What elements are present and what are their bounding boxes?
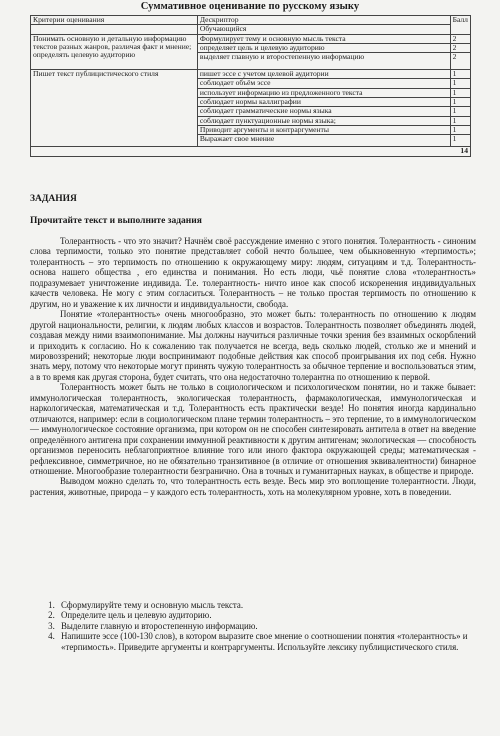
header-score: Балл (450, 16, 470, 35)
descriptor-cell: Выражает свое мнение (197, 135, 450, 147)
score-cell: 1 (450, 125, 470, 134)
score-cell: 2 (450, 43, 470, 52)
score-cell: 1 (450, 88, 470, 97)
score-cell: 1 (450, 70, 470, 79)
table-learner-row (31, 25, 471, 34)
score-cell: 1 (450, 107, 470, 116)
table-row (31, 34, 471, 43)
descriptor-cell: использует информацию из предложенного текста (197, 88, 450, 97)
page-title: Суммативное оценивание по русскому языку (140, 1, 360, 12)
score-cell: 2 (450, 53, 470, 70)
paragraph: Выводом можно сделать то, что толерантность есть везде. Весь мир это воплощение толерантности. Люди, растения, животные, природа – у каждого есть толерантность, хоть на молекулярном уровне, хоть в поведении. (30, 476, 476, 497)
descriptor-cell: соблюдает объём эссе (197, 79, 450, 88)
descriptor-cell: определяет цель и целевую аудиторию (197, 43, 450, 52)
criterion-cell: Пишет текст публицистического стиля (31, 70, 198, 147)
header-descriptor: Дескриптор (197, 16, 450, 25)
descriptor-cell: соблюдает нормы каллиграфии (197, 98, 450, 107)
total-score: 14 (31, 147, 471, 156)
score-cell: 1 (450, 98, 470, 107)
score-cell: 1 (450, 135, 470, 147)
descriptor-cell: пишет эссе с учетом целевой аудитории (197, 70, 450, 79)
list-item: 3. Выделите главную и второстепенную информацию. (57, 621, 500, 631)
list-item: 4. Напишите эссе (100-130 слов), в котором выразите свое мнение о соотношении понятия «толерантность» и «терпимость». Приведите аргументы и контраргументы. Используйте лексику публицистического стиля. (57, 631, 500, 652)
paragraph: Толерантность может быть не только в социологическом и психологическом понятии, но и также бывает: иммунологическая толерантность, экологическая толерантность, фармакологическая, иммунологическая и наркологическая, математическая и т.д. Толерантность есть практически везде! Но понятия иногда кардинально отличаются, например: если в социологическом плане термин толерантность – это терпение, то в иммунологическом — иммунологическое состояние организма, при котором он не способен синтезировать антитела в ответ на введение определённого антигена при сохранении иммунной реактивности к другим антигенам; экологическая — способность организмов переносить неблагоприятное влияние того или иного фактора окружающей среды; математическая - рефлексивное, симметричное, но не обязательно транзитивное (в отличие от отношения эквивалентности) бинарное отношение. Многообразие толерантности безгранично. Она в точных и гуманитарных науках, в обществе и природе. (30, 382, 476, 476)
descriptor-cell: соблюдает грамматические нормы языка (197, 107, 450, 116)
list-item: 2. Определите цель и целевую аудиторию. (57, 610, 500, 620)
learner-label: Обучающийся (197, 25, 450, 34)
descriptor-cell: выделяет главную и второстепенную информацию (197, 53, 450, 70)
header-criteria: Критерии оценивания (31, 16, 198, 25)
task-list (30, 600, 500, 652)
reading-text (30, 236, 476, 497)
criterion-cell: Понимать основную и детальную информацию текстов разных жанров, различая факт и мнение; определять целевую аудиторию (31, 34, 198, 70)
tasks-heading: ЗАДАНИЯ (30, 194, 77, 204)
descriptor-cell: соблюдает пунктуационные нормы языка; (197, 116, 450, 125)
score-cell: 1 (450, 116, 470, 125)
score-cell: 2 (450, 34, 470, 43)
read-instruction-heading: Прочитайте текст и выполните задания (30, 216, 202, 226)
criteria-table (30, 15, 471, 157)
descriptor-cell: Приводит аргументы и контраргументы (197, 125, 450, 134)
descriptor-cell: Формулирует тему и основную мысль текста (197, 34, 450, 43)
score-cell: 1 (450, 79, 470, 88)
paragraph: Понятие «толерантность» очень многообразно, это может быть: толерантность по отношению к людям другой национальности, религии, к людям любых классов и возрастов. Толерантность позволяет объединять людей, создавая между ними взаимопонимание. Мы должны научиться различные точки зрения без взаимных оскорблений и приходить к согласию. Но к сожалению так получается не всегда, ведь сколько людей, столько же и мнений и мировоззрений; некоторые люди воспринимают подобные действия как способ проигрывания их под себя. Нужно знать меру, потому что некоторые могут принять чужую толерантность за обычное терпение и воспользоваться этим, а в то время как другая сторона, будет считать, что она недостаточно толерантна по отношению к первой. (30, 309, 476, 382)
table-header-row (31, 16, 471, 25)
list-item: 1. Сформулируйте тему и основную мысль текста. (57, 600, 500, 610)
paragraph: Толерантность - что это значит? Начнём своё рассуждение именно с этого понятия. Толерантность - синоним слова терпимости, только это понятие представляет собой нечто большее, чем обыкновенную «терпимость»; толерантность – это терпимость по отношению к окружающему миру: людям, ситуациям и т.д. Толерантность- основа нашего общества , его единства и понимания. Но есть люди, чьё понятие слова «толерантность» подразумевает уничтожение индивида. Т.е. толерантность- ничто иное как способ искоренения индивидуальных качеств человека. Не могу с этим согласиться. Толерантность – не только простая терпимость по отношению к другим, но и уважение к их личности и индивидуальности, свобода. (30, 236, 476, 309)
total-row (31, 147, 471, 156)
